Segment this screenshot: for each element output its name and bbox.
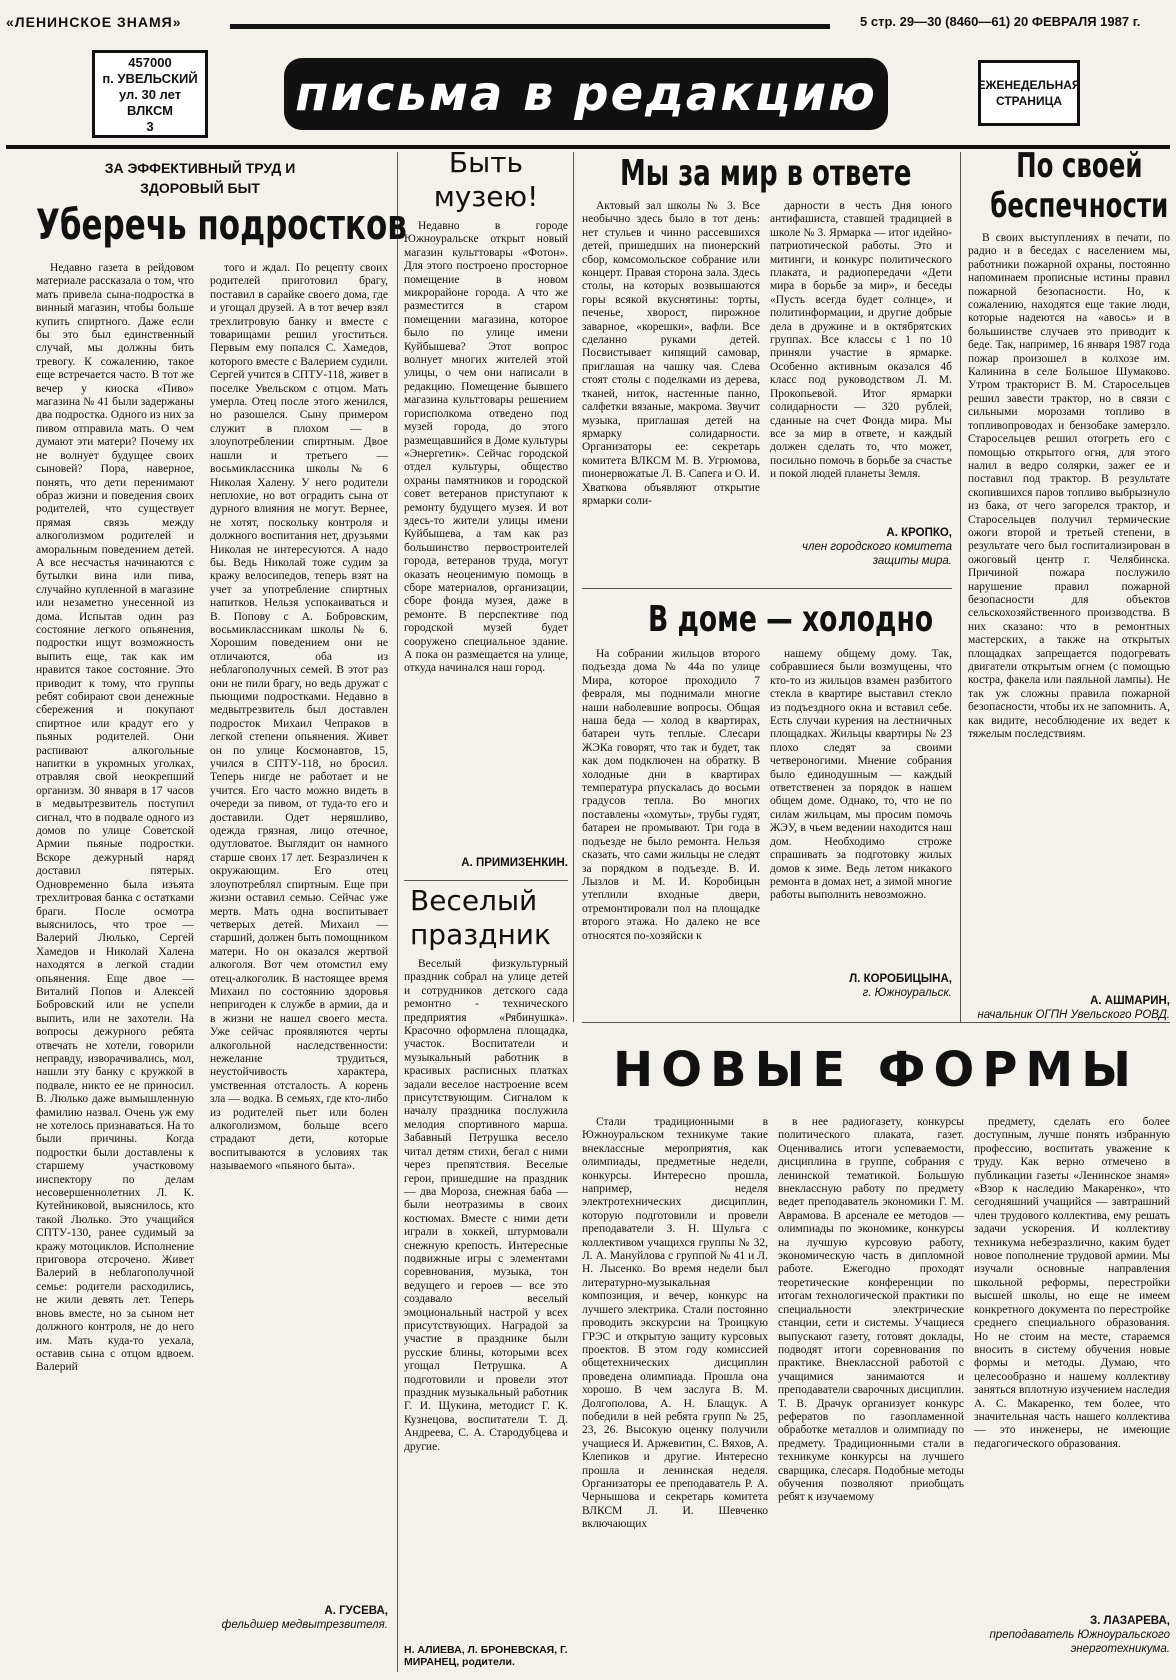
article-column: Веселый физкультурный праздник собрал на улице детей и сотрудников детского сада ремонтно - технического предприятия «Рябинушка». Красочно оформлена площадка, участок. Воспитатели и музыкальный работник в красивых расписных платках задали веселое настроение всем присутствующим. Сигналом к началу праздника послужила мелодия спортивного марша. Забавный Петрушка весело читал детям стихи, бегал с ними через препятствия. Веселые герои, пришедшие на праздник — два Мороза, снежная баба — были неотразимы в своих костюмах. Вместе с ними дети играли в хоккей, штурмовали снежную крепость. Интересные подвижные игры с элементами соревнования, музыка, тон ведущего и героев — все это создавало веселый эмоциональный настрой у всех присутствующих. Наградой за участие в празднике были русские блины, которыми всех угощал Петрушка. А подготовили и провели этот праздник музыкальный работник Г. И. Щукина, методист Г. К. Кузнецова, воспитатели Т. Д. Андреева, С. А. Стародубцева и другие.	[404, 958, 568, 1453]
section-rule	[582, 1022, 1170, 1023]
address-line: 3	[146, 119, 154, 134]
column-rule	[960, 152, 961, 1022]
article-title: По своей беспечности	[990, 146, 1169, 226]
article-column: дарности в честь Дня юного антифашиста, ставшей традицией в школе № 3. Ярмарка — итог идейно-патриотической работы. Это и митинги, и конкурс политического плаката, и радиопередачи «Дети мира в борьбе за мир», и беседы «Пусть всегда будет солнце», и политинформации, и другие добрые дела в дружине и в октябрятских группах. Все классы с 1 по 10 приняли участие в ярмарке. Особенно активным оказался 4б класс под руководством Л. М. Прокопьевой. Итог ярмарки солидарности — 320 рублей, сданные на счет Фонда мира. Мы все за мир в ответе, и каждый должен сделать то, что может, посильно помочь в борьбе за счастье и покой людей планеты Земля.	[770, 200, 952, 481]
article-signature: Н. АЛИЕВА, Л. БРОНЕВСКАЯ, Г. МИРАНЕЦ, родители.	[404, 1644, 568, 1668]
article-title: НОВЫЕ ФОРМЫ	[613, 1042, 1139, 1098]
section-rule	[404, 880, 568, 881]
article-column: На собрании жильцов второго подъезда дома № 44а по улице Мира, которое проходило 7 февраля, мы поднимали многие наши наболевшие вопросы. Общая наша беда — холод в квартирах, батареи чуть теплые. Слесари ЖЭКа говорят, что так и будет, так как дом подключен на обратку. В холодные дни в квартирах температура рпускалась до восьми градусов тепла. Во многих поставлены «хомуты», трубы гудят, батареи не промывают. Три года в подъезде не было ремонта. Нельзя сказать, что сами жильцы не следят за порядком в подъезде. В. И. Лызлов и М. И. Коробицын утеплили входные двери, отремонтировали пол на площадке второго этажа. Но далеко не все относятся по-хозяйски к	[582, 648, 760, 942]
address-line: п. УВЕЛЬСКИЙ	[102, 71, 198, 86]
weekly-label: ЕЖЕНЕДЕЛЬНАЯ СТРАНИЦА	[978, 60, 1080, 126]
article-column: нашему общему дому. Так, собравшиеся были возмущены, что кто-то из жильцов взамен разбитого стекла в квартире выставил стекло из подъездного окна и вставил себе. Есть случаи курения на лестничных площадках. Жильцы квартиры № 23 плохо следят за своими четвероногими. Мнение собрания было единодушным — каждый ответственен за порядок в нашем общем доме. Однако, то, что не по силам жильцам, мы просим помочь ЖЭУ, в чьем ведении находится наш дом. Необходимо строже спрашивать за подготовку жилых домов к зиме. Ведь летом никакого ремонта в домах нет, а зимой многие работы выполнить невозможно.	[770, 648, 952, 902]
address-line: 457000	[128, 55, 172, 70]
article-signature: А. АШМАРИН, начальник ОГПН Увельского РОВД.	[977, 995, 1170, 1021]
column-rule	[397, 152, 398, 1672]
section-title: письма в редакцию	[295, 66, 877, 122]
article-column: В своих выступлениях в печати, по радио и в беседах с населением мы, работники пожарной охраны, постоянно напоминаем прописные истины правил пожарной безопасности. Но, к сожалению, находятся еще такие люди, которые надеются на «авось» и в большинстве случаев это приводит к беде. Так, например, 16 января 1987 года пожар произошел в колхозе им. Калинина в селе Большое Шумаково. Утром тракторист В. М. Старосельцев решил завести трактор, но в связи с сильными морозами топливо в топливопроводах и бензобаке замерзло. Старосельцев решил отогреть его с помощью открытого огня, для этого налил в ведро солярки, зажег ее и поставил под трактор. В результате скопившихся паров топливо выбрызнуло из бака, от чего загорелся трактор, и Старосельцев получил термические ожоги второй и третьей степени, в результате чего был госпитализирован в ожоговый центр г. Челябинска. Причиной пожара послужило нарушение правил пожарной безопасности для объектов сельскохозяйственного производства. В них сказано: что в ремонтных мастерских, а также на открытых площадках запрещается подогревать двигатели открытым огнем (с помощью костра, факела или паяльной лампы). Не так уж сложны правила пожарной безопасности, чтобы их не запомнить. А, как видите, несоблюдение их ведет к тяжелым последствиям.	[968, 232, 1170, 741]
article-column: предмету, сделать его более доступным, лучше понять избранную профессию, воспитать уважение к труду. Как верно отмечено в публикации газеты «Ленинское знамя» «Взор к наследию Макаренко», что сегодняшний учащийся — завтрашний член трудового коллектива, ему решать задачи ускорения. И коллективу техникума небезразлично, каким будет новое пополнение трудовой армии. Мы изучали основные направления школьной реформы, перестройки высшей школы, но еще не имеем конкретного документа по перестройке среднего специального образования. Но не стоим на месте, стараемся вносить в систему обучения новые формы и методы. Думаю, что целесообразно и нашему коллективу заняться вплотную изучением наследия А. С. Макаренко, тем более, что значительная часть нашего коллектива — это инженеры, не имеющие педагогического образования.	[974, 1116, 1170, 1450]
article-title: Веселый праздник	[410, 884, 551, 951]
article-column: Недавно в городе Южноуральске открыт новый магазин культтовары «Фотон». Для этого построено просторное помещение в новом микрорайоне города. А что же разместится в старом помещении магазина, которое было по улице имени Куйбышева? Этот вопрос волнует многих жителей этой улицы, о чем они написали в редакцию. Помещение бывшего магазина культтовары решением горисполкома отведено под музей города, до этого размещавшийся в Доме культуры «Энергетик». Сейчас городской отдел культуры, общество охраны памятников и городской совет ветеранов приступают к ремонту будущего музея. И вот здесь-то жители улицы имени Куйбышева, а там как раз большинство первостроителей города, ветеранов труда, могут оказать неоценимую помощь в сборе материалов, организации, сборе фонда музея, даже в ремонте. В перспективе под городской музей будет сооружено специальное здание. А пока он размещается на улице, откуда начинался наш город.	[404, 220, 568, 675]
article-title: Уберечь подростков	[36, 200, 407, 249]
article-title: В доме — холодно	[648, 599, 934, 640]
article-column: Недавно газета в рейдовом материале рассказала о том, что мать привела сына-подростка в винный магазин, чтобы больше купить спиртного. Даже если бы это был единственный случай, мы должны бить тревогу. К сожалению, такое еще встречается часто. В тот же вечер у киоска «Пиво» магазина № 41 были задержаны два подростка. Одного из них за пивом отправила мать. О чем думают эти матери? Почему их не волнует будущее своих сыновей? Пора, наверное, понять, что дети перенимают образ жизни и поведения своих родителей, что существует прямая связь между алкоголизмом родителей и аморальным поведением детей. А все несчастья начинаются с бутылки вина или пива, случайно купленной в магазине или незаметно унесенной из дома. Испытав один раз состояние легкого опьянения, подростки ищут возможность выпить еще, так как им нравится такое состояние. Это приводит к тому, что группы ребят собирают свои денежные сбережения и покупают спиртное или крадут его у пьяных родителей. Они распивают алкогольные напитки в укромных уголках, отравляя свой неокрепший организм. 30 января в 17 часов в медвытрезвитель поступил сигнал, что в подвале одного из домов по улице Советской Армии пьяные подростки. Вскоре дежурный наряд доставил пятерых. Одновременно была изъята трехлитровая банка с остатками браги. После осмотра выяснилось, что трое — Валерий Люлько, Сергей Хамедов и Николай Халена находятся в легкой стадии опьянения. Еще двое — Виталий Попов и Алексей Бобровский или не успели выпить, или не захотели. На вопросы дежурного ребята отвечать не хотели, говорили неправду, изворачивались, мол, нашли эту банку с кружкой в подвале, никто ее не приносил. В. Люлько даже вымышленную фамилию назвал. Очень уж ему не хотелось признаваться. На то были причины. Когда подростки были доставлены к старшему участковому инспектору по делам несовершеннолетних Л. К. Кутейниковой, выяснилось, кто такой Люлько. Это учащийся СПТУ-130, ранее судимый за кражу мотоциклов. Исполнение приговора отсрочено. Живет Валерий в неблагополучной семье: родители расходились, не жили девять лет. Теперь вновь вместе, но за сыном нет должного контроля, не до него им. Мать куда-то уехала, оставив сына с отцом вдвоем. Валерий	[36, 262, 194, 1374]
article-signature: А. КРОПКО, член городского комитета защиты мира.	[802, 527, 952, 567]
section-rule	[582, 588, 952, 589]
article-column: в нее радиогазету, конкурсы политического плаката, газет. Оценивались итоги успеваемости, дисциплина в группе, собрания с ленинской тематикой. Большую внеклассную работу по предмету ведет преподаватель экономики Г. М. Аврамова. В арсенале ее методов — олимпиады по экономике, конкурсы на лучшую курсовую работу, экономическую часть в дипломной работе. Ежегодно проходят теоретические конференции по итогам технологической практики по специальности электрические станции, сети и системы. Учащиеся выпускают газету, готовят доклады, подводят итоги соревнования по практике. Внеклассной работой с учащимися занимаются и преподаватели сварочных дисциплин. Т. В. Драчук организует конкурс рефератов по газопламенной обработке металлов и олимпиаду по предмету. Традиционными стали в техникуме конкурсы на лучшего сварщика, слесаря. Подобные методы обучения позволяют приобщать ребят к изучаемому	[778, 1116, 964, 1504]
article-title: Мы за мир в ответе	[620, 153, 912, 194]
article-kicker: ЗА ЭФФЕКТИВНЫЙ ТРУД И ЗДОРОВЫЙ БЫТ	[104, 160, 296, 196]
editorial-address	[92, 50, 208, 138]
article-column: того и ждал. По рецепту своих родителей приготовил брагу, поставил в сарайке своего дома, где и угощал друзей. А в тот вечер взял трехлитровую банку и вместе с товарищами решил угоститься. Первым ему попался С. Хамедов, которого вместе с Валерием судили. Сергей учится в СПТУ-118, живет в поселке Увельском с отцом. Мать умерла. Отец после этого женился, но разошелся. Сыну примером служит в плохом — в злоупотреблении спиртным. Двое нашли и третьего — восьмиклассника школы № 6 Николая Халену. У него родители неплохие, но вот оградить сына от дурного влияния не могут. Вернее, не хотят, поскольку контроля и должного воспитания нет, друзьями Николая не интересуются. А надо бы. Ведь Николай тоже судим за кражу велосипедов, теперь взят на учет за употребление спиртных напитков. Нельзя успокаиваться и В. Попову с А. Бобровским, восьмиклассникам школы № 6. Хорошим поведением они не отличаются, оба из неблагополучных семей. В этот раз они не пили брагу, но ведь дружат с пьющими подростками. Недавно в медвытрезвитель был доставлен подросток Михаил Чепраков в легкой степени опьянения. Живет он по улице Космонавтов, 15, учился в СПТУ-118, но бросил. Теперь нигде не работает и не учится. Его часто можно видеть в очереди за пивом, от туда-то его и доставили. Одет неряшливо, одежда грязная, лицо отечное, одутловатое. Выглядит он намного старше своих 17 лет. Безразличен к окружающим. Его отец злоупотреблял спиртным. Еще при жизни оставил семью. Сейчас уже мертв. Мать одна воспитывает четверых детей. Михаил — старший, должен быть помощником матери. Но он оказался жертвой алкоголя. Вот чем отомстил ему отец-алкоголик. В настоящее время Михаил по состоянию здоровья непригоден к службе в армии, да и в жизни не нашел своего места. Уже сейчас проявляются черты алкогольной наследственности: нежелание трудиться, неустойчивость характера, умственная отсталость. А корень зла — водка. В семьях, где кто-либо из родителей пьет или болен алкоголизмом, больше всего страдают дети, которые воспитываются в условиях так называемого «пьяного быта».	[210, 262, 388, 1173]
article-signature: А. ГУСЕВА, фельдшер медвытрезвителя.	[221, 1605, 388, 1631]
article-signature: А. ПРИМИЗЕНКИН.	[461, 857, 568, 869]
header-rule	[230, 24, 830, 29]
article-signature: З. ЛАЗАРЕВА, преподаватель Южноуральского энерготехникума.	[989, 1615, 1170, 1655]
article-column: Стали традиционными в Южноуральском техникуме такие внеклассные мероприятия, как олимпиады, предметные недели, конкурсы. Интересно прошла, например, неделя электротехнических дисциплин, которую подготовили и провели преподаватели З. Н. Шульга с коллективом учащихся группы № 32, Л. А. Мануйлова с группой № 41 и Л. Н. Лысенко. Во время недели был литературно-музыкальная композиция, и вечер, конкурс на лучшего электрика. Стали постоянно проводить экскурсии на Троицкую ГРЭС и открытую защиту курсовых проектов. В этом году комиссией общетехнических дисциплин проведена олимпиада. Прошла она хорошо. В чем заслуга В. М. Долгополова, А. Н. Блащук. А победили в ней ребята групп № 25, 23, 26. Высокую оценку получили учащиеся И. Аржевитин, С. Вяхов, А. Клепиков и другие. Интересно прошла и ленинская неделя. Организаторы ее преподаватель Р. А. Чернышова и секретарь комитета ВЛКСМ Л. И. Шевченко включающих	[582, 1116, 768, 1531]
article-title: Быть музею!	[433, 146, 539, 213]
newspaper-name: «ЛЕНИНСКОЕ ЗНАМЯ»	[6, 14, 182, 30]
section-banner	[284, 58, 888, 130]
address-line: ул. 30 лет ВЛКСМ	[118, 87, 182, 118]
article-column: Актовый зал школы № 3. Все необычно здесь было в тот день: нет стульев и чинно рассевшихся детей, пришедших на пионерский сбор, комсомольское собрание или концерт. Правая сторона зала. Здесь столы, на которых возвышаются горы всякой вкуснятины: торты, печенье, хворост, пирожное заварное, «корешки», вафли. Все сделанно руками детей. Посвистывает кипящий самовар, приглашая на чашку чая. Слева стоят столы с поделками из дерева, тканей, ниток, настенные панно, салфетки вязаные, макрома. Звучит музыка, приглашая детей на ярмарку солидарности. Организаторы ее: секретарь комитета ВЛКСМ М. В. Угрюмова, пионервожатые Л. В. Сапега и О. И. Хваткова объявляют открытие ярмарки соли-	[582, 200, 760, 507]
issue-info: 5 стр. 29—30 (8460—61) 20 ФЕВРАЛЯ 1987 г.	[860, 14, 1141, 29]
article-signature: Л. КОРОБИЦЫНА, г. Южноуральск.	[849, 973, 952, 999]
